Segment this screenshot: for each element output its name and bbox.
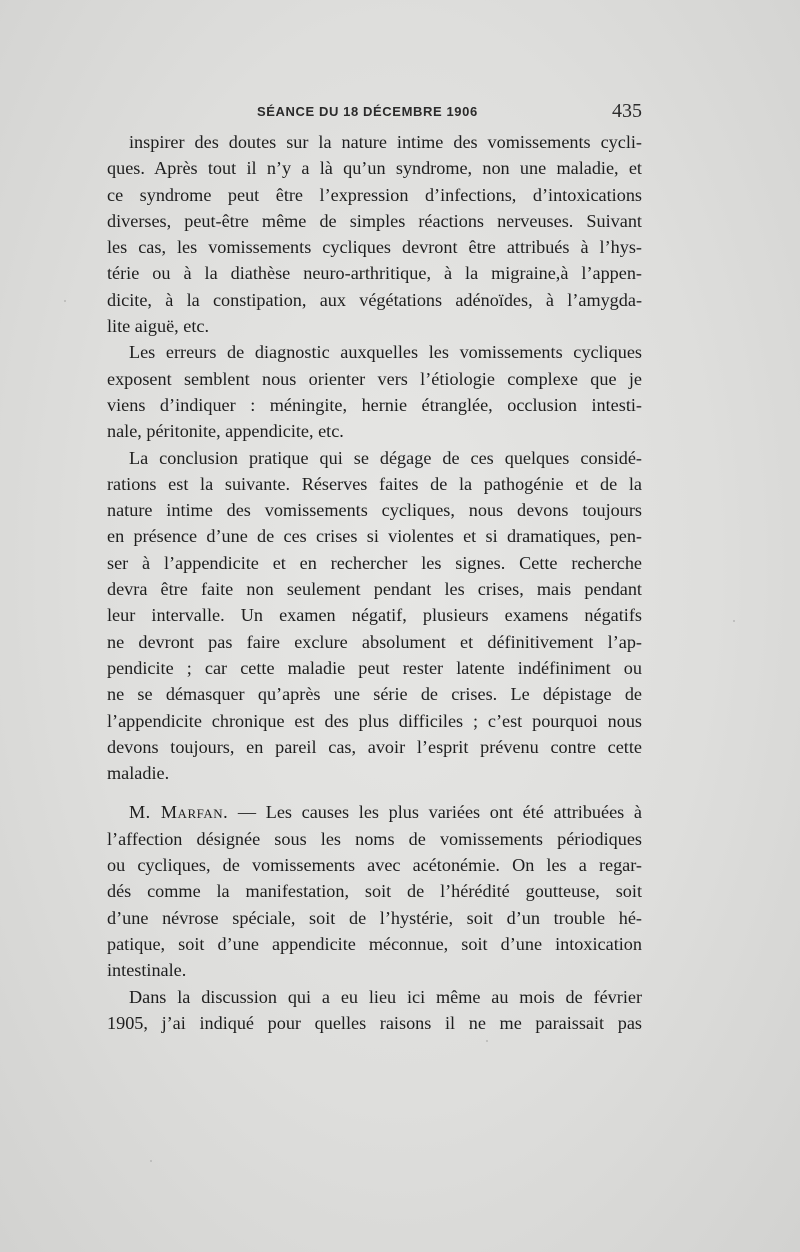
text-line: inspirer des doutes sur la nature intime des vomissements cycli- <box>129 132 642 152</box>
text-line: lite aiguë, etc. <box>107 316 210 337</box>
text-line: en présence d’une de ces crises si violentes et si dramatiques, pen- <box>107 526 642 547</box>
text-line: La conclusion pratique qui se dégage de ces quelques considé- <box>129 447 642 468</box>
text-line: Dans la discussion qui a eu lieu ici même au mois de février <box>129 986 642 1007</box>
text-fragment: — Les causes les plus variées ont été attribuées à <box>228 802 642 823</box>
paragraph <box>107 339 642 444</box>
paper-speck <box>733 620 735 622</box>
text-line: l’appendicite chronique est des plus difficiles ; c’est pourquoi nous <box>107 710 642 731</box>
text-line: leur intervalle. Un examen négatif, plusieurs examens négatifs <box>107 605 642 626</box>
text-line: exposent semblent nous orienter vers l’étiologie complexe que je <box>107 368 642 389</box>
text-line: nale, péritonite, appendicite, etc. <box>107 421 344 442</box>
paragraph <box>107 799 642 983</box>
paragraph-gap <box>107 786 642 799</box>
text-line: d’une névrose spéciale, soit de l’hystérie, soit d’un trouble hé- <box>107 907 642 928</box>
text-line: ne se démasquer qu’après une série de crises. Le dépistage de <box>107 684 642 705</box>
text-line: rations est la suivante. Réserves faites de la pathogénie et de la <box>107 473 642 494</box>
text-line: ne devront pas faire exclure absolument et définitivement l’ap- <box>107 631 642 652</box>
text-line: térie ou à la diathèse neuro-arthritique, à la migraine,à l’appen- <box>107 263 642 284</box>
paper-speck <box>486 1040 488 1042</box>
paragraph <box>107 445 642 787</box>
text-line: maladie. <box>107 763 170 784</box>
text-line: ques. Après tout il n’y a là qu’un syndrome, non une maladie, et <box>107 158 642 179</box>
paragraph <box>107 129 642 339</box>
text-line: ou cycliques, de vomissements avec acétonémie. On les a regar- <box>107 855 642 876</box>
text-line: dés comme la manifestation, soit de l’hérédité goutteuse, soit <box>107 881 642 902</box>
text-line: 1905, j’ai indiqué pour quelles raisons il ne me paraissait pas <box>107 1012 642 1033</box>
text-line: dicite, à la constipation, aux végétations adénoïdes, à l’amygda- <box>107 289 642 310</box>
text-line: ce syndrome peut être l’expression d’infections, d’intoxications <box>107 184 642 205</box>
text-line: patique, soit d’une appendicite méconnue, soit d’une intoxication <box>107 933 642 954</box>
text-line: viens d’indiquer : méningite, hernie étranglée, occlusion intesti- <box>107 394 642 415</box>
page-number: 435 <box>612 100 642 122</box>
body-text <box>107 129 642 1036</box>
speaker-name: M. Marfan. <box>129 802 229 823</box>
text-line: les cas, les vomissements cycliques devront être attribués à l’hys- <box>107 237 642 258</box>
text-line: pendicite ; car cette maladie peut rester latente indéfiniment ou <box>107 657 642 678</box>
text-line: intestinale. <box>107 960 187 981</box>
text-line: ser à l’appendicite et en rechercher les signes. Cette recherche <box>107 552 642 573</box>
paper-speck <box>150 1160 152 1162</box>
text-line: diverses, peut-être même de simples réactions nerveuses. Suivant <box>107 210 642 231</box>
paper-speck <box>64 300 66 302</box>
text-line: Les erreurs de diagnostic auxquelles les vomissements cycliques <box>129 342 642 363</box>
text-line: devons toujours, en pareil cas, avoir l’esprit prévenu contre cette <box>107 736 642 757</box>
text-line: nature intime des vomissements cycliques, nous devons toujours <box>107 500 642 521</box>
text-line: devra être faite non seulement pendant les crises, mais pendant <box>107 579 642 600</box>
running-head: SÉANCE DU 18 DÉCEMBRE 1906 <box>257 104 478 119</box>
paragraph <box>107 984 642 1037</box>
page-header <box>107 100 642 128</box>
text-line <box>107 799 642 825</box>
text-line: l’affection désignée sous les noms de vomissements périodiques <box>107 828 642 849</box>
